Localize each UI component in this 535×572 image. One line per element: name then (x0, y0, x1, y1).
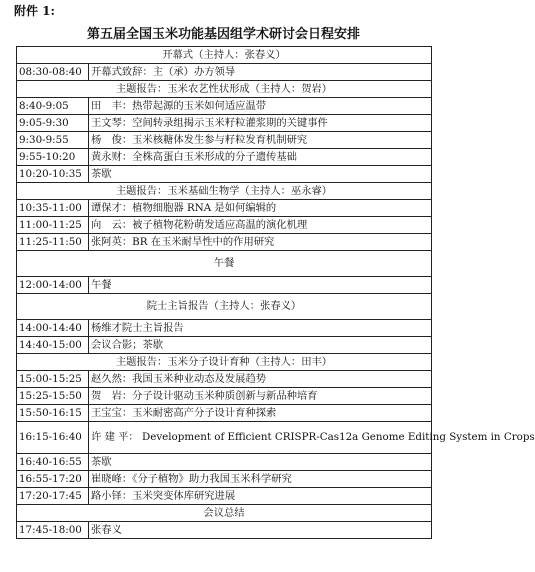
item-cell: 路小铎：玉米突变体库研究进展 (89, 488, 432, 505)
item-cell: 向 云：被子植物花粉萌发适应高温的演化机理 (89, 217, 432, 234)
table-row (17, 115, 432, 132)
table-row (17, 149, 432, 166)
item-cell: 贺 岩：分子设计驱动玉米种质创新与新品种培育 (89, 388, 432, 405)
time-cell: 14:40-15:00 (17, 337, 89, 354)
attachment-label: 附件 1: (14, 4, 55, 18)
item-cell: 张阿英：BR 在玉米耐旱性中的作用研究 (89, 234, 432, 251)
section-header: 主题报告：玉米农艺性状形成（主持人：贺岩） (17, 81, 432, 98)
item-cell: 杨维才院士主旨报告 (89, 320, 432, 337)
time-cell: 15:50-16:15 (17, 405, 89, 422)
time-cell: 16:55-17:20 (17, 471, 89, 488)
table-row (17, 522, 432, 539)
time-cell: 08:30-08:40 (17, 64, 89, 81)
time-cell: 10:35-11:00 (17, 200, 89, 217)
time-cell: 17:20-17:45 (17, 488, 89, 505)
time-cell: 15:25-15:50 (17, 388, 89, 405)
item-cell: 午餐 (89, 277, 432, 294)
section-header: 主题报告：玉米基础生物学（主持人：巫永睿） (17, 183, 432, 200)
table-row (17, 234, 432, 251)
time-cell: 14:00-14:40 (17, 320, 89, 337)
section-header-row (17, 505, 432, 522)
item-cell: 谭保才：植物细胞器 RNA 是如何编辑的 (89, 200, 432, 217)
section-header-row (17, 251, 432, 277)
section-header: 开幕式（主持人：张春义） (17, 47, 432, 64)
item-cell: 茶歇 (89, 454, 432, 471)
section-header-row (17, 294, 432, 320)
table-row (17, 166, 432, 183)
schedule-table (16, 46, 535, 539)
page-title: 第五届全国玉米功能基因组学术研讨会日程安排 (86, 27, 360, 42)
section-header: 院士主旨报告（主持人：张春义） (17, 294, 432, 320)
item-cell: 张春义 (89, 522, 432, 539)
item-cell: 会议合影；茶歇 (89, 337, 432, 354)
table-row (17, 64, 432, 81)
table-row (17, 471, 432, 488)
section-header-row (17, 81, 432, 98)
item-cell: 王宝宝：玉米耐密高产分子设计育种探索 (89, 405, 432, 422)
item-cell: 开幕式致辞：主（承）办方领导 (89, 64, 432, 81)
time-cell: 17:45-18:00 (17, 522, 89, 539)
time-cell: 12:00-14:00 (17, 277, 89, 294)
time-cell: 10:20-10:35 (17, 166, 89, 183)
section-header: 会议总结 (17, 505, 432, 522)
time-cell: 9:05-9:30 (17, 115, 89, 132)
item-cell: 田 丰：热带起源的玉米如何适应温带 (89, 98, 432, 115)
section-header: 午餐 (17, 251, 432, 277)
table-row (17, 405, 432, 422)
table-row (17, 488, 432, 505)
item-cell: 王文琴：空间转录组揭示玉米籽粒灌浆期的关键事件 (89, 115, 432, 132)
section-header-row (17, 183, 432, 200)
table-row (17, 337, 432, 354)
section-header-row (17, 47, 432, 64)
table-row (17, 200, 432, 217)
item-cell: 茶歇 (89, 166, 432, 183)
section-header-row (17, 354, 432, 371)
table-row (17, 371, 432, 388)
table-row (17, 454, 432, 471)
time-cell: 11:00-11:25 (17, 217, 89, 234)
item-cell: 赵久然：我国玉米种业动态及发展趋势 (89, 371, 432, 388)
table-row (17, 388, 432, 405)
item-cell: 黄永财：全株高蛋白玉米形成的分子遗传基础 (89, 149, 432, 166)
time-cell: 9:55-10:20 (17, 149, 89, 166)
time-cell: 9:30-9:55 (17, 132, 89, 149)
time-cell: 11:25-11:50 (17, 234, 89, 251)
table-row (17, 217, 432, 234)
time-cell: 15:00-15:25 (17, 371, 89, 388)
table-row (17, 422, 432, 454)
time-cell: 8:40-9:05 (17, 98, 89, 115)
item-cell: 杨 俊：玉米核糖体发生参与籽粒发育机制研究 (89, 132, 432, 149)
table-row (17, 98, 432, 115)
table-row (17, 132, 432, 149)
table-row (17, 277, 432, 294)
item-cell: 许 建 平： Development of Efficient CRISPR-Cas12a Genome Editing System in Crops (89, 422, 432, 454)
table-row (17, 320, 432, 337)
time-cell: 16:15-16:40 (17, 422, 89, 454)
item-cell: 崔晓峰：《分子植物》助力我国玉米科学研究 (89, 471, 432, 488)
time-cell: 16:40-16:55 (17, 454, 89, 471)
section-header: 主题报告：玉米分子设计育种（主持人：田丰） (17, 354, 432, 371)
